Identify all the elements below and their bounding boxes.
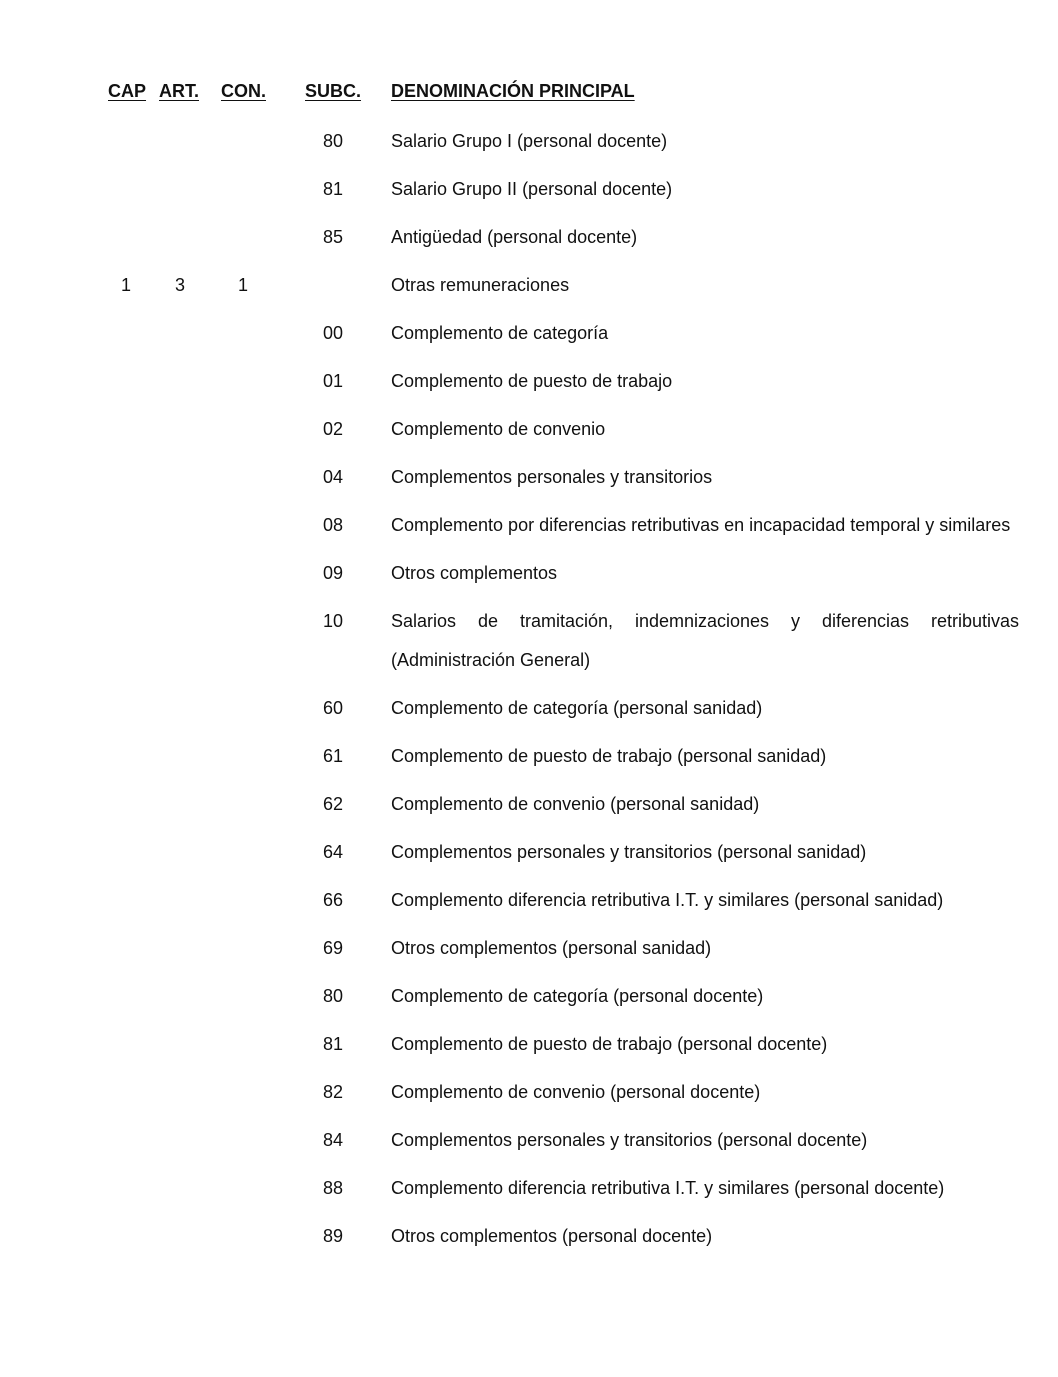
table-row [0, 881, 1058, 929]
cell-subc: 69 [322, 937, 344, 958]
table-row [0, 170, 1058, 218]
cell-denominacion: Complemento de convenio (personal docente) [391, 1081, 761, 1102]
header-subc: SUBC. [305, 81, 362, 101]
cell-subc: 82 [322, 1081, 344, 1102]
cell-denominacion: Otros complementos [391, 563, 558, 583]
table-row [0, 1073, 1058, 1121]
cell-subc: 81 [322, 1033, 344, 1054]
cell-denominacion: Salario Grupo I (personal docente) [391, 131, 668, 151]
header-con: CON. [221, 81, 266, 101]
cell-denominacion: Otras remuneraciones [391, 275, 570, 295]
table-row [0, 1121, 1058, 1169]
cell-denominacion: Complemento de puesto de trabajo (personal sanidad) [391, 745, 827, 766]
cell-denominacion: Complemento de categoría (personal docente) [391, 985, 764, 1006]
header-cap: CAP [108, 81, 147, 101]
table-row [0, 362, 1058, 410]
cell-denominacion: Complemento de puesto de trabajo (personal docente) [391, 1033, 828, 1054]
cell-subc: 64 [322, 841, 344, 862]
table-row [0, 266, 1058, 314]
table-header [0, 78, 1058, 104]
cell-denominacion: Complemento diferencia retributiva I.T. y similares (personal docente) [391, 1177, 945, 1198]
cell-subc: 02 [322, 419, 344, 439]
table-row [0, 833, 1058, 881]
cell-denominacion: Complemento de puesto de trabajo [391, 371, 673, 391]
cell-denominacion: Complemento de categoría (personal sanidad) [391, 697, 763, 718]
table-row [0, 929, 1058, 977]
table-row [0, 122, 1058, 170]
table-row [0, 977, 1058, 1025]
cell-denominacion: Otros complementos (personal docente) [391, 1225, 713, 1246]
cell-subc: 01 [322, 371, 344, 391]
table-row [0, 602, 1058, 689]
table-row [0, 1217, 1058, 1265]
table-row [0, 737, 1058, 785]
cell-con: 1 [237, 275, 248, 295]
cell-subc: 10 [322, 611, 344, 631]
cell-subc: 00 [322, 323, 344, 343]
table-row [0, 785, 1058, 833]
cell-subc: 80 [322, 131, 344, 151]
cell-denominacion: Complemento de convenio [391, 419, 606, 439]
cell-subc: 66 [322, 889, 344, 910]
table-row [0, 410, 1058, 458]
table-row [0, 506, 1058, 554]
table-row [0, 1025, 1058, 1073]
cell-denominacion: Complemento de convenio (personal sanidad) [391, 793, 760, 814]
cell-subc: 85 [322, 227, 344, 247]
cell-denominacion: Salario Grupo II (personal docente) [391, 179, 673, 199]
cell-subc: 81 [322, 179, 344, 199]
cell-denominacion: Complemento por diferencias retributivas en incapacidad temporal y similares [391, 515, 1011, 535]
table-row [0, 458, 1058, 506]
cell-subc: 09 [322, 563, 344, 583]
cell-subc: 62 [322, 793, 344, 814]
cell-subc: 04 [322, 467, 344, 487]
cell-subc: 80 [322, 985, 344, 1006]
cell-denominacion: Otros complementos (personal sanidad) [391, 937, 712, 958]
cell-denominacion: Complemento diferencia retributiva I.T. y similares (personal sanidad) [391, 889, 944, 910]
table-row [0, 689, 1058, 737]
table-row [0, 554, 1058, 602]
cell-subc: 61 [322, 745, 344, 766]
header-art: ART. [159, 81, 199, 101]
cell-subc: 89 [322, 1225, 344, 1246]
cell-cap: 1 [120, 275, 131, 295]
cell-denominacion: Complementos personales y transitorios (personal docente) [391, 1129, 868, 1150]
table-body [0, 122, 1058, 1265]
cell-denominacion: Salarios de tramitación, indemnizaciones y diferencias retributivas (Administración General) [391, 611, 1019, 670]
cell-subc: 08 [322, 515, 344, 535]
cell-denominacion: Antigüedad (personal docente) [391, 227, 638, 247]
cell-art: 3 [174, 275, 185, 295]
cell-denominacion: Complemento de categoría [391, 323, 609, 343]
header-denominacion: DENOMINACIÓN PRINCIPAL [391, 81, 635, 101]
cell-subc: 88 [322, 1177, 344, 1198]
table-row [0, 1169, 1058, 1217]
table-row [0, 314, 1058, 362]
cell-subc: 84 [322, 1129, 344, 1150]
cell-denominacion: Complementos personales y transitorios (personal sanidad) [391, 841, 867, 862]
cell-denominacion: Complementos personales y transitorios [391, 467, 713, 487]
table-row [0, 218, 1058, 266]
cell-subc: 60 [322, 697, 344, 718]
